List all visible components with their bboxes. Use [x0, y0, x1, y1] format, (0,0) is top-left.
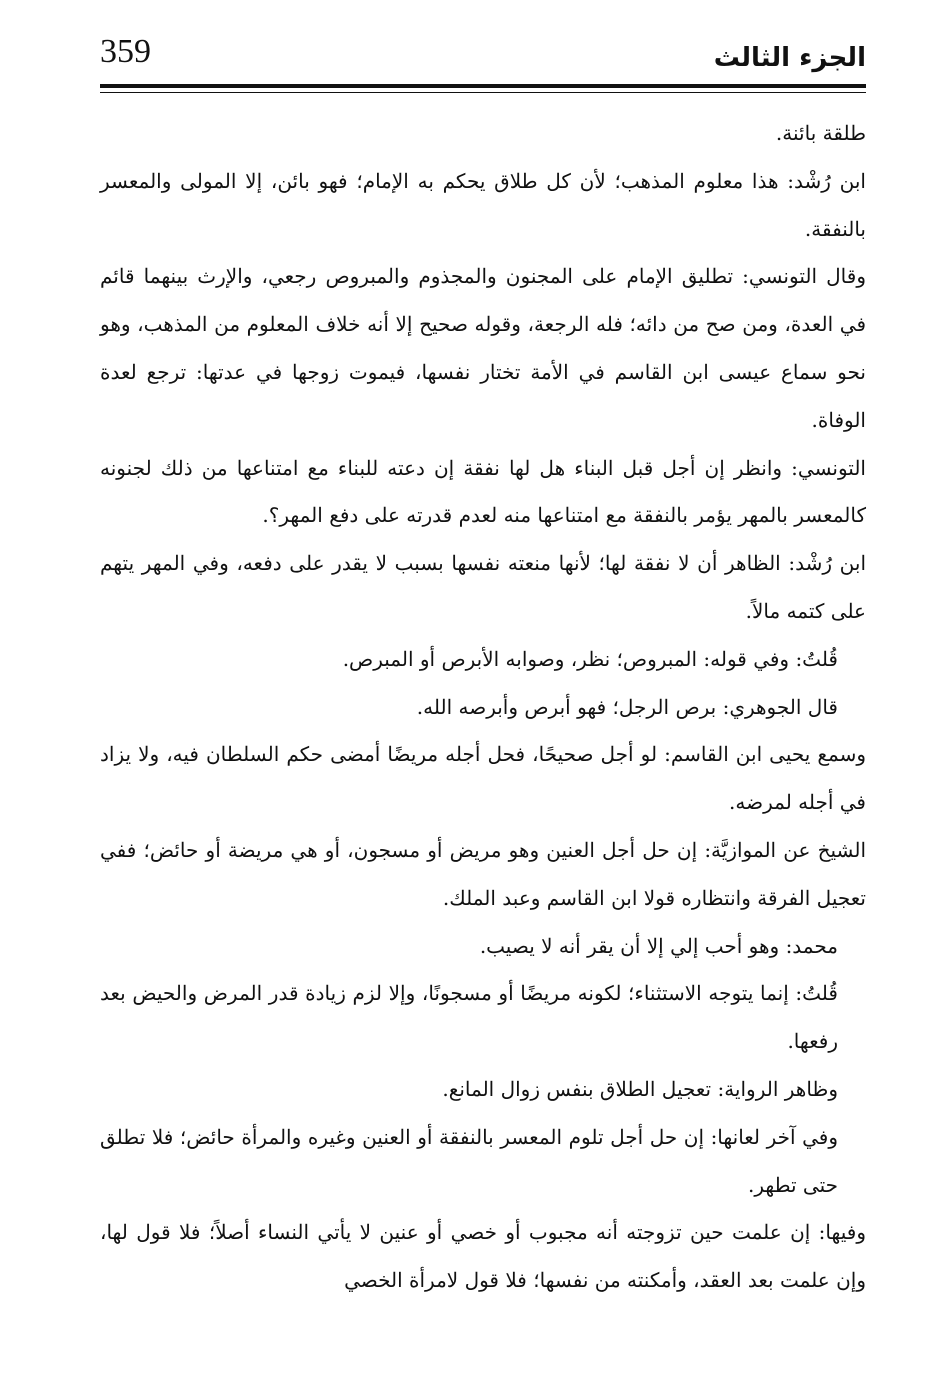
paragraph: وفي آخر لعانها: إن حل أجل تلوم المعسر بالنفقة أو العنين وغيره والمرأة حائض؛ فلا تطلق حتى تطهر. [100, 1124, 838, 1197]
paragraph: قُلتُ: إنما يتوجه الاستثناء؛ لكونه مريضًا أو مسجونًا، وإلا لزم زيادة قدر المرض والحيض بعد رفعها. [100, 981, 838, 1054]
page-header [100, 28, 866, 90]
header-rule-thick [100, 84, 866, 88]
paragraph: وسمع يحيى ابن القاسم: لو أجل صحيحًا، فحل أجله مريضًا أمضى حكم السلطان فيه، ولا يزاد في أجله لمرضه. [100, 742, 866, 815]
paragraph: وفيها: إن علمت حين تزوجته أنه مجبوب أو خصي أو عنين لا يأتي النساء أصلاً؛ فلا قول لها، وإن علمت بعد العقد، وأمكنته من نفسها؛ فلا قول لامرأة الخصي [100, 1220, 866, 1293]
paragraph: الشيخ عن الموازيَّة: إن حل أجل العنين وهو مريض أو مسجون، أو هي مريضة أو حائض؛ ففي تعجيل الفرقة وانتظاره قولا ابن القاسم وعبد الملك. [100, 837, 866, 910]
body-text [100, 110, 866, 1305]
paragraph: ابن رُشْد: الظاهر أن لا نفقة لها؛ لأنها منعته نفسها بسبب لا يقدر على دفعه، وفي المهر يتهم على كتمه مالاً. [100, 551, 866, 623]
paragraph: وقال التونسي: تطليق الإمام على المجنون والمجذوم والمبروص رجعي، والإرث بينهما قائم في العدة، ومن صح من دائه؛ فله الرجعة، وقوله صحيح إلا أنه خلاف المعلوم من المذهب، وهو نحو سماع عيسى ابن القاسم في الأمة تختار نفسها، فيموت زوجها في عدتها: ترجع لعدة الوفاة. [100, 264, 866, 432]
paragraph: وظاهر الرواية: تعجيل الطلاق بنفس زوال المانع. [442, 1076, 838, 1101]
paragraph: طلقة بائنة. [775, 121, 866, 145]
running-head: الجزء الثالث [713, 43, 866, 73]
paragraph: قال الجوهري: برص الرجل؛ فهو أبرص وأبرصه الله. [416, 694, 838, 719]
paragraph: محمد: وهو أحب إلي إلا أن يقر أنه لا يصيب. [479, 933, 838, 958]
page-number: 359 [100, 33, 151, 70]
header-rule-thin [100, 92, 866, 93]
paragraph: ابن رُشْد: هذا معلوم المذهب؛ لأن كل طلاق يحكم به الإمام؛ فهو بائن، إلا المولى والمعسر بالنفقة. [100, 168, 866, 241]
paragraph: التونسي: وانظر إن أجل قبل البناء هل لها نفقة إن دعته للبناء مع امتناعها من ذلك لجنونه كالمعسر بالمهر يؤمر بالنفقة مع امتناعها منه لعدم قدرته على دفع المهر؟. [100, 455, 866, 528]
paragraph: قُلتُ: وفي قوله: المبروص؛ نظر، وصوابه الأبرص أو المبرص. [342, 646, 838, 671]
